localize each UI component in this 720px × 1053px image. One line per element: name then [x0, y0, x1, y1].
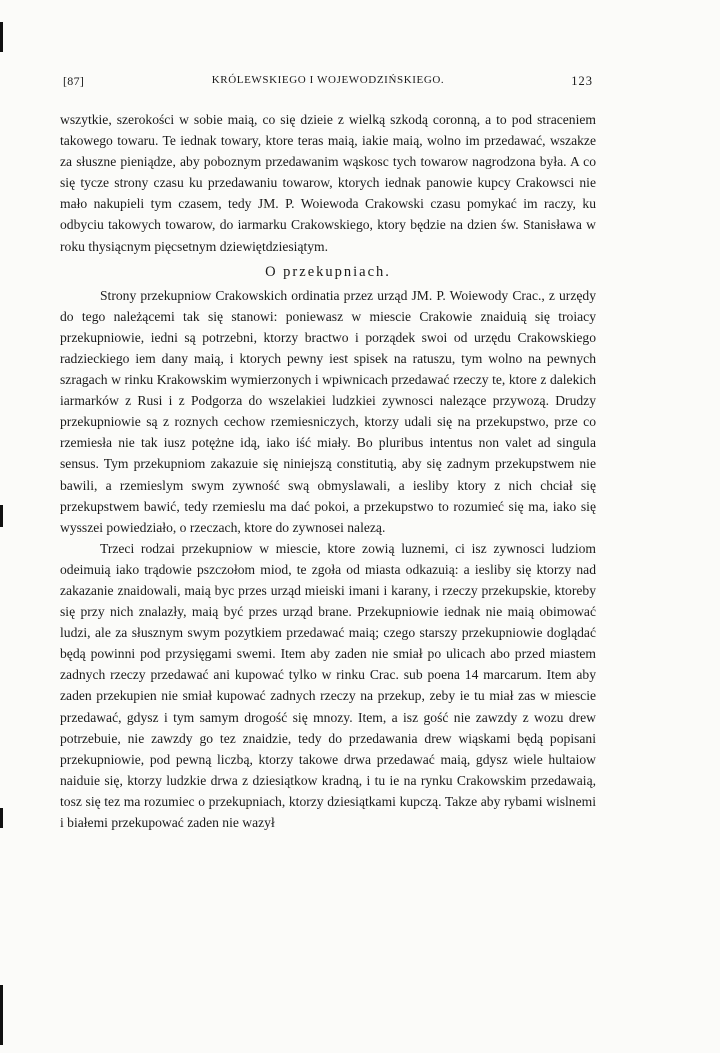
paragraph: Trzeci rodzai przekupniow w miescie, ktore zowią luznemi, ci isz zywnosci ludziom odeimuią iako trądowie pszczołom miod, te zgoła od miasta odkazuią: a iesliby się ktorzy nad zakazanie znaidowali, maią byc przes urząd mieiski imani i karany, i rzeczy przekupskie, ktoreby się przy nich znalazły, maią być przes urząd brane. Przekupniowie iednak nie maią obimować ludzi, ale za słusznym swym pozytkiem przedawać maią; czego starszy przekupniowie doglądać będą powinni pod przysięgami swemi. Item aby zaden nie smiał po ulicach abo przed miastem zadnych rzeczy przedawać ani kupować tylko w rinku Crac. sub poena 14 marcarum. Item aby zaden przekupien nie smiał kupować zadnych rzeczy na przekup, zeby ie tu miał zas w miescie przedawać, gdysz i tym samym drogość się mnozy. Item, a isz gość nie zawzdy z wozu drew potrzebuie, nie zawzdy go tez znaidzie, tedy do przedawania drew wiąskami będą popisani przekupniowie, pod pewną liczbą, ktorzy takowe drwa przedawać maią, gdysz wiele hultaiow naiduie się, ktorzy ludzkie drwa z dziesiątkow kradną, i tu ie na rynku Crakowskim przedawaią, tosz się tez ma rozumiec o przekupniach, ktorzy dziesiątkami kupczą. Takze aby rybami wislnemi i białemi przekupować zaden nie wazył [60, 540, 596, 830]
paragraph: wszytkie, szerokości w sobie maią, co się dzieie z wielką szkodą coronną, a to pod straceniem takowego towaru. Te iednak towary, ktore teras maią, iakie maią, wolno im przedawać, wszakze za słuszne pieniądze, aby poboznym przedawanim wąskosc tych towarow nagrodzona była. A co się tycze strony czasu ku przedawaniu towarow, ktorych iednak panowie kupcy Crakowsci nie mało nakupieli tym czasem, tedy JM. P. Woiewoda Crakowski czasu pomykać im raczy, ku odbyciu takowych towarow, do iarmarku Crakowskiego, ktory będzie na dzien św. Stanisława w roku thysiącnym pięcsetnym dziewiętdziesiątym. [60, 112, 596, 254]
document-page [60, 0, 596, 1053]
running-title: KRÓLEWSKIEGO I WOJEWODZIŃSKIEGO. [211, 74, 445, 86]
scan-edge-mark [0, 505, 3, 527]
running-head [60, 74, 596, 94]
paragraph: Strony przekupniow Crakowskich ordinatia przez urząd JM. P. Woiewody Crac., z urzędy do tego należącemi tak się stanowi: poniewasz w miescie Crakowie znaiduią się troiacy przekupniowie, iedni są potrzebni, ktorzy bractwo i porządek swoi od urzędu Crakowskiego radzieckiego iem dany maią, i ktorych pewny iest spisek na ratuszu, tym wolno na pewnych szragach w rinku Krakowskim wymierzonych i wpiwnicach przedawać rzeczy te, ktore z dalekich iarmarków z Rusi i z Podgorza do wszelakiei ludzkiei zywnosci nalezące przywozą. Drudzy przekupniowie są z roznych cechow rzemiesniczych, ktorzy udali się na przekupstwo, prze co rzemiesła nie tak iusz potężne idą, iako iść miały. Bo pluribus intentus non valet ad singula sensus. Tym przekupniom zakazuie się niniejszą constitutią, aby się zadnym przekupstwem nie bawili, a rzemieslym swym zywność swą obmyslawali, a iesliby ktory z nich chciał się przekupstwem bawić, tedy rzemieslu ma dać pokoi, a przekupstwo to rozumieć się ma, iako się wysszei powiedziało, o rzeczach, ktore do zywnosei nalezą. [60, 287, 596, 535]
scan-edge-mark [0, 22, 3, 52]
scan-edge-mark [0, 985, 3, 1045]
section-heading: O przekupniach. [265, 263, 391, 280]
chapter-bracket-number: [87] [63, 74, 85, 88]
scan-edge-mark [0, 808, 3, 828]
page-number: 123 [571, 74, 593, 88]
body-text [60, 109, 596, 833]
